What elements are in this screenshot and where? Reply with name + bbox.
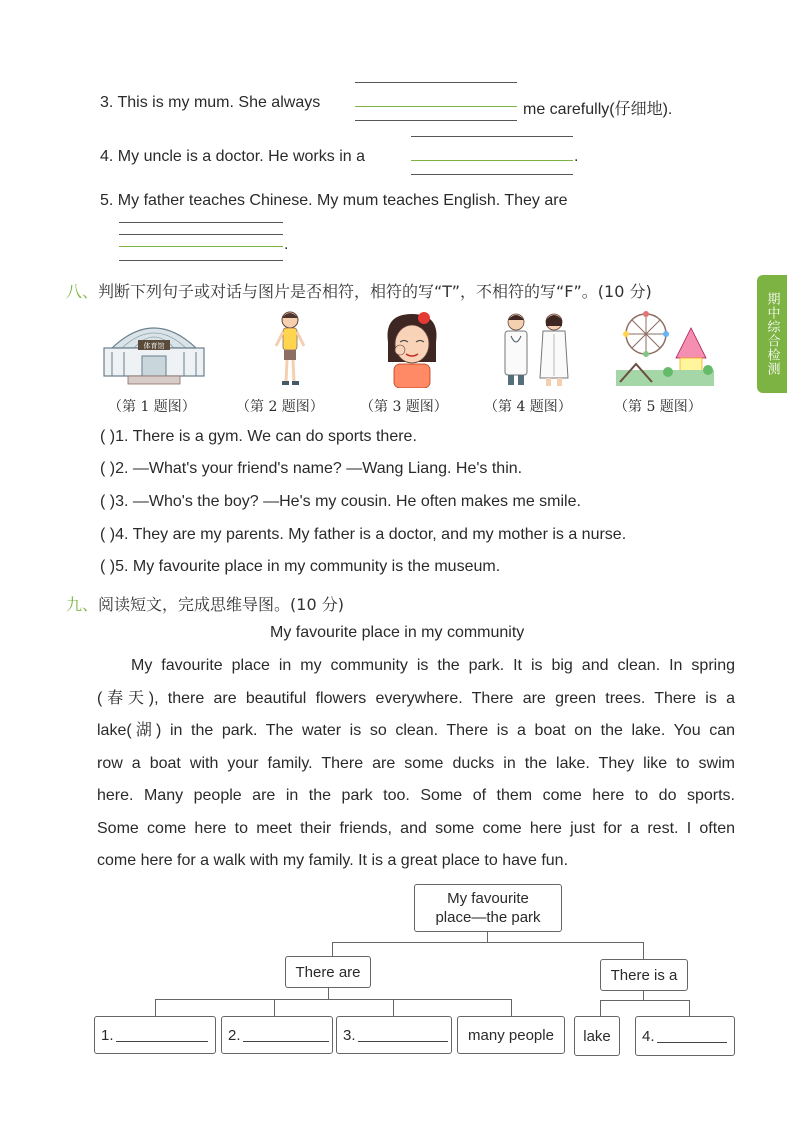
blank-3-number: 3. xyxy=(343,1026,356,1044)
mindmap-branch-there-is-a xyxy=(600,959,688,991)
mindmap-blank-2[interactable] xyxy=(221,1016,333,1054)
tf-text-3: 3. —Who's the boy? —He's my cousin. He often makes me smile. xyxy=(115,493,581,510)
question-3-suffix: me carefully(仔细地). xyxy=(523,101,673,118)
section-9-title: 阅读短文，完成思维导图。(10 分) xyxy=(98,595,344,614)
mindmap-leaf-lake xyxy=(574,1016,620,1056)
section-8-title: 判断下列句子或对话与图片是否相符，相符的写“T”，不相符的写“F”。(10 分) xyxy=(98,282,652,301)
section-8-number: 八、 xyxy=(66,282,99,301)
passage-line-2: (春天), there are beautiful flowers everywhere. There are green trees. There is a xyxy=(97,689,735,707)
branch-there-are-label: There are xyxy=(295,963,361,981)
doctor-nurse-picture xyxy=(496,308,576,388)
blank-4-number: 4. xyxy=(642,1027,655,1045)
tf-text-4: 4. They are my parents. My father is a doctor, and my mother is a nurse. xyxy=(115,526,627,543)
passage-title: My favourite place in my community xyxy=(270,624,525,641)
passage xyxy=(97,650,735,878)
section-8-heading xyxy=(66,279,652,302)
question-4-suffix: . xyxy=(574,148,579,165)
section-9-heading xyxy=(66,592,344,615)
answer-paren-2[interactable]: ( ) xyxy=(100,460,116,477)
tf-text-2: 2. —What's your friend's name? —Wang Liang. He's thin. xyxy=(115,460,523,477)
boy-picture xyxy=(270,308,310,388)
mindmap-blank-3[interactable] xyxy=(336,1016,452,1054)
mindmap-root-line-1: My favourite xyxy=(447,890,529,907)
passage-line-5: here. Many people are in the park too. Some of them come here to do sports. xyxy=(97,787,735,804)
mindmap-root xyxy=(414,884,562,932)
tf-item-5 xyxy=(100,558,500,576)
answer-paren-4[interactable]: ( ) xyxy=(100,526,116,543)
caption-2: （第 2 题图） xyxy=(236,399,324,415)
passage-line-6: Some come here to meet their friends, and some come here just for a rest. I often xyxy=(97,819,735,837)
caption-5: （第 5 题图） xyxy=(614,399,702,415)
question-3-blank[interactable] xyxy=(355,106,517,107)
tf-item-4 xyxy=(100,526,626,544)
tf-text-5: 5. My favourite place in my community is the museum. xyxy=(115,558,501,575)
gym-picture xyxy=(98,308,210,386)
mindmap-blank-1[interactable] xyxy=(94,1016,216,1054)
passage-line-3: lake(湖) in the park. The water is so clean. There is a boat on the lake. You can xyxy=(97,722,735,739)
passage-line-7: come here for a walk with my family. It is a great place to have fun. xyxy=(97,852,569,869)
gym-sign-text: 体育馆 xyxy=(143,342,165,350)
tf-item-2 xyxy=(100,460,522,478)
blank-2-number: 2. xyxy=(228,1026,241,1044)
tf-text-1: 1. There is a gym. We can do sports there. xyxy=(115,428,417,445)
question-5-suffix: . xyxy=(284,236,289,253)
answer-paren-1[interactable]: ( ) xyxy=(100,428,116,445)
passage-line-4: row a boat with your family. There are some ducks in the lake. They like to swim xyxy=(97,754,735,772)
tf-item-1 xyxy=(100,428,417,446)
blank-1-number: 1. xyxy=(101,1026,114,1044)
mindmap-leaf-many-people xyxy=(457,1016,565,1054)
leaf-many-people-label: many people xyxy=(468,1026,554,1044)
side-tab-label: 期中综合检测 xyxy=(764,292,780,376)
caption-3: （第 3 题图） xyxy=(360,399,448,415)
branch-there-is-a-label: There is a xyxy=(610,966,678,984)
caption-4: （第 4 题图） xyxy=(484,399,572,415)
answer-paren-3[interactable]: ( ) xyxy=(100,493,116,510)
question-3-prefix: 3. This is my mum. She always xyxy=(100,94,321,111)
question-4-blank[interactable] xyxy=(411,160,573,161)
question-5-blank[interactable] xyxy=(119,246,283,247)
question-5-prefix: 5. My father teaches Chinese. My mum teaches English. They are xyxy=(100,192,568,209)
park-picture xyxy=(616,308,714,388)
mindmap-root-line-2: place—the park xyxy=(435,909,541,926)
question-4-prefix: 4. My uncle is a doctor. He works in a xyxy=(100,148,365,165)
tf-item-3 xyxy=(100,493,581,511)
passage-line-1: My favourite place in my community is the park. It is big and clean. In spring xyxy=(131,657,735,674)
answer-paren-5[interactable]: ( ) xyxy=(100,558,116,575)
caption-1: （第 1 题图） xyxy=(108,399,196,415)
side-tab xyxy=(757,275,787,393)
leaf-lake-label: lake xyxy=(583,1027,611,1045)
mindmap-branch-there-are xyxy=(285,956,371,988)
section-9-number: 九、 xyxy=(66,595,99,614)
girl-picture xyxy=(380,308,444,388)
mindmap-blank-4[interactable] xyxy=(635,1016,735,1056)
